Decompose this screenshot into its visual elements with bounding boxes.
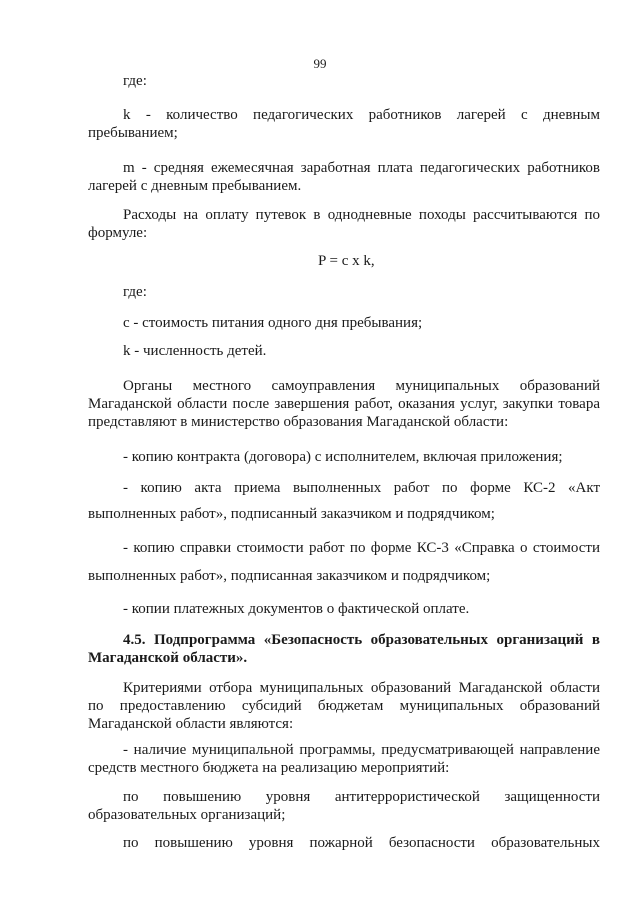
where-label: где: bbox=[123, 73, 147, 89]
paragraph-line: средств местного бюджета на реализацию мероприятий: bbox=[88, 760, 450, 776]
list-item-payments: - копии платежных документов о фактической оплате. bbox=[123, 601, 470, 617]
paragraph-c-definition: c - стоимость питания одного дня пребывания; bbox=[123, 315, 423, 331]
formula: P = c x k, bbox=[318, 253, 375, 269]
paragraph-line: - копию справки стоимости работ по форме КС-3 «Справка о стоимости bbox=[123, 540, 600, 556]
paragraph-trip-costs bbox=[123, 206, 600, 224]
paragraph-line: лагерей с дневным пребыванием. bbox=[88, 178, 302, 194]
list-item-ks3-cont bbox=[88, 567, 490, 585]
paragraph-line: образовательных организаций; bbox=[88, 807, 286, 823]
section-heading bbox=[123, 631, 600, 649]
paragraph-k-definition bbox=[123, 106, 600, 124]
list-item-antiterror-cont bbox=[88, 806, 285, 824]
paragraph-line: Магаданской области после завершения работ, оказания услуг, закупки товара bbox=[88, 396, 600, 412]
paragraph-line: - копию акта приема выполненных работ по форме КС-2 «Акт bbox=[123, 480, 600, 496]
list-item-ks2 bbox=[123, 479, 600, 497]
page-number: 99 bbox=[313, 56, 327, 71]
paragraph-line: k - количество педагогических работников лагерей с дневным bbox=[123, 107, 600, 123]
paragraph-trip-costs-cont bbox=[88, 224, 147, 242]
list-item-contract: - копию контракта (договора) с исполнителем, включая приложения; bbox=[123, 449, 563, 465]
list-item-municipal-program-cont bbox=[88, 759, 449, 777]
paragraph-line: выполненных работ», подписанная заказчиком и подрядчиком; bbox=[88, 568, 491, 584]
paragraph-m-definition-cont bbox=[88, 177, 301, 195]
list-item-antiterror bbox=[123, 788, 600, 806]
paragraph-line: пребыванием; bbox=[88, 125, 178, 141]
paragraph-line: Расходы на оплату путевок в однодневные походы рассчитываются по bbox=[123, 207, 600, 223]
paragraph-children-count: k - численность детей. bbox=[123, 343, 267, 359]
heading-line: 4.5. Подпрограмма «Безопасность образовательных организаций в bbox=[123, 632, 600, 648]
paragraph-line: m - средняя ежемесячная заработная плата педагогических работников bbox=[123, 160, 600, 176]
where-label-2: где: bbox=[123, 284, 147, 300]
section-heading-cont bbox=[88, 649, 247, 667]
list-item-ks3 bbox=[123, 539, 600, 557]
heading-line: Магаданской области». bbox=[88, 650, 248, 666]
paragraph-m-definition bbox=[123, 159, 600, 177]
paragraph-line: Органы местного самоуправления муниципальных образований bbox=[123, 378, 600, 394]
paragraph-line: выполненных работ», подписанный заказчиком и подрядчиком; bbox=[88, 506, 495, 522]
paragraph-line: формуле: bbox=[88, 225, 148, 241]
paragraph-line: по предоставлению субсидий бюджетам муниципальных образований bbox=[88, 698, 600, 714]
paragraph-line: Магаданской области являются: bbox=[88, 716, 294, 732]
paragraph-line: по повышению уровня пожарной безопасности образовательных bbox=[123, 835, 600, 851]
list-item-fire-safety bbox=[123, 834, 600, 852]
paragraph-line: представляют в министерство образования Магаданской области: bbox=[88, 414, 509, 430]
paragraph-k-definition-cont bbox=[88, 124, 178, 142]
paragraph-authorities bbox=[88, 377, 600, 431]
paragraph-criteria bbox=[88, 679, 600, 733]
paragraph-line: - наличие муниципальной программы, предусматривающей направление bbox=[123, 742, 600, 758]
list-item-municipal-program bbox=[123, 741, 600, 759]
list-item-ks2-cont bbox=[88, 505, 495, 523]
paragraph-line: по повышению уровня антитеррористической защищенности bbox=[123, 789, 600, 805]
paragraph-line: Критериями отбора муниципальных образований Магаданской области bbox=[123, 680, 600, 696]
